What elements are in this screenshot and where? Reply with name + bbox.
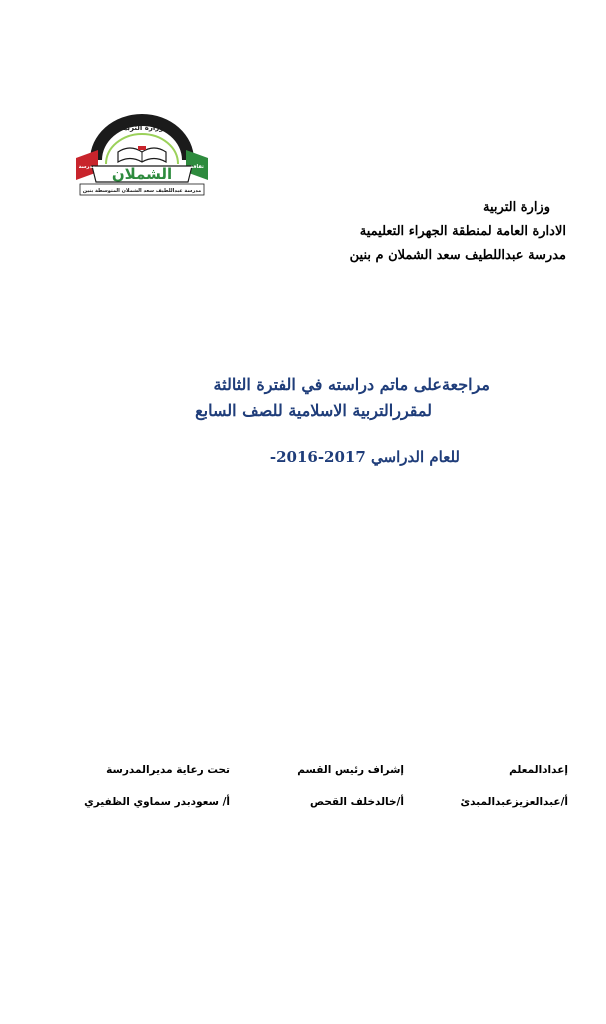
- review-title-line2: لمقررالتربية الاسلامية للصف السابع: [195, 401, 432, 420]
- role-supervised-by: إشراف رئيس القسم: [297, 764, 404, 776]
- logo-right-flag-text: ثقافة: [190, 164, 204, 170]
- signature-roles: [90, 764, 580, 782]
- role-patronage: تحت رعاية مديرالمدرسة: [106, 764, 230, 776]
- logo-emblem: [72, 108, 212, 200]
- school-logo: [72, 108, 212, 200]
- logo-left-flag-text: مدرسة: [78, 164, 96, 170]
- school-name: مدرسة عبداللطيف سعد الشملان م بنين: [349, 248, 566, 263]
- role-prepared-by: إعدادالمعلم: [509, 764, 568, 776]
- logo-school-name: الشملان: [111, 165, 173, 183]
- name-department-head: أ/خالدخلف القحص: [310, 796, 404, 808]
- name-principal: أ/ سعودبدر سماوي الظفيري: [84, 796, 230, 808]
- logo-mark: [138, 146, 146, 150]
- review-title-line1: مراجعةعلى ماتم دراسته في الفترة الثالثة: [213, 375, 490, 394]
- ministry-header: [246, 196, 566, 268]
- name-teacher: أ/عبدالعزيزعبدالمبدئ: [460, 796, 568, 808]
- academic-year-label: للعام الدراسي: [371, 448, 460, 466]
- directorate-name: الادارة العامة لمنطقة الجهراء التعليمية: [359, 224, 566, 239]
- ministry-name: وزارة التربية: [483, 200, 550, 215]
- signature-names: [84, 796, 580, 814]
- logo-arc-text: وزارة التربية: [120, 124, 164, 132]
- review-title: [150, 372, 490, 424]
- academic-year-value: -2016-2017: [269, 448, 366, 466]
- logo-caption: مدرسة عبداللطيف سعد الشملان المتوسطة بنين: [82, 188, 202, 194]
- academic-year: [230, 448, 460, 466]
